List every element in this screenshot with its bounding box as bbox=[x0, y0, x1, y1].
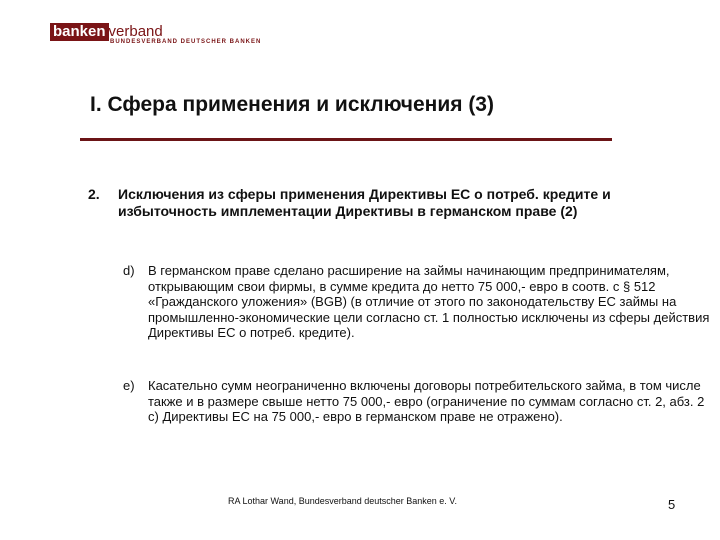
item-text: Касательно сумм неограниченно включены договоры потребительского займа, в том числе также и в размере свыше нетто 75 000,- евро (ограничение по суммам согласно ст. 2, абз. 2 с) Директивы ЕС на 75 000,- евро в германском праве не отражено). bbox=[148, 378, 705, 424]
section-number: 2. bbox=[88, 186, 100, 202]
list-item bbox=[123, 378, 713, 425]
bankenverband-logo bbox=[50, 23, 262, 45]
section-heading bbox=[88, 186, 688, 220]
slide-title: I. Сфера применения и исключения (3) bbox=[90, 93, 494, 116]
item-marker: e) bbox=[123, 378, 135, 393]
title-divider bbox=[80, 138, 612, 141]
logo-part1: banken bbox=[50, 23, 109, 41]
item-text: В германском праве сделано расширение на займы начинающим предпринимателям, открывающим свои фирмы, в сумме кредита до нетто 75 000,- евро в соотв. с § 512 «Гражданского уложения» (BGB) (в отличие от этого по законодательству ЕС займы на промышленно-экономические цели согласно ст. 1 полностью исключены из сферы действия Директивы ЕС о потреб. кредите). bbox=[148, 263, 710, 340]
item-marker: d) bbox=[123, 263, 135, 278]
section-text: Исключения из сферы применения Директивы ЕС о потреб. кредите и избыточность имплементации Директивы в германском праве (2) bbox=[118, 186, 611, 219]
list-item bbox=[123, 263, 713, 341]
footer-text: RA Lothar Wand, Bundesverband deutscher Banken e. V. bbox=[228, 496, 457, 506]
logo-subtitle: BUNDESVERBAND DEUTSCHER BANKEN bbox=[110, 39, 262, 45]
page-number: 5 bbox=[668, 497, 676, 512]
logo-part2: verband bbox=[108, 23, 163, 40]
